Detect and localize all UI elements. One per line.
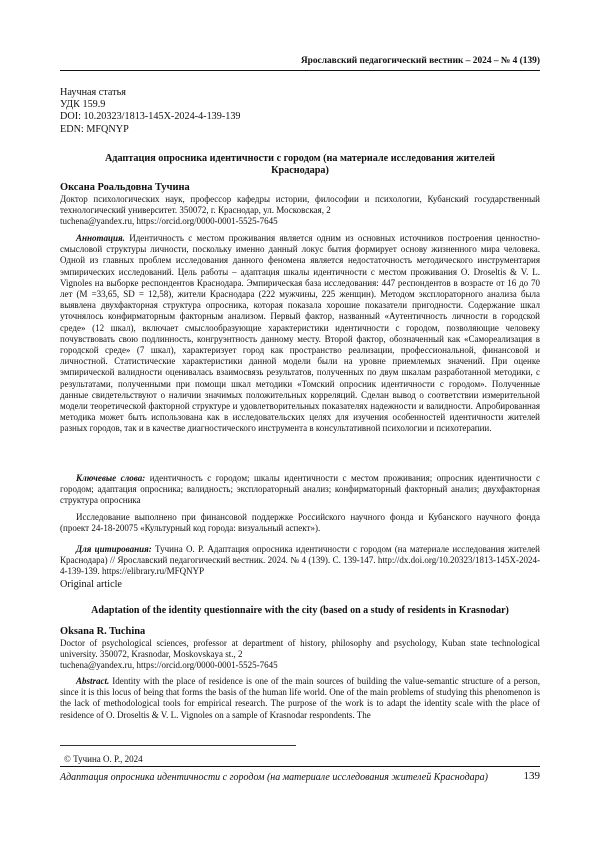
udk: УДК 159.9 — [60, 99, 106, 111]
keywords-text-ru: идентичность с городом; шкалы идентичности с местом проживания; опросник идентичности с городом; адаптация опросника; валидность; эксплораторный анализ; конфирматорный факторный анализ; двухфакторная структура опросника — [60, 473, 540, 506]
author-name-en: Oksana R. Tuchina — [60, 626, 146, 637]
abstract-en — [60, 676, 540, 721]
citation-text: Тучина О. Р. Адаптация опросника идентичности с городом (на материале исследования жителей Краснодара) // Ярославский педагогический вестник. 2024. № 4 (139). С. 139-147. http://dx.doi.org/10.20323/1813-145X-2024-4-139-139. https://elibrary.ru/MFQNYP — [60, 544, 540, 577]
abstract-ru — [60, 233, 540, 435]
author-affiliation-en: Doctor of psychological sciences, professor at department of history, philosophy and psychology, Kuban state technological university. 350072, Krasnodar, Moskovskaya st., 2 — [60, 638, 540, 660]
copyright-footnote: © Тучина О. Р., 2024 — [64, 754, 143, 764]
abstract-text-ru: Идентичность с местом проживания является одним из основных источников построения ценностно-смысловой структуры личности, поскольку именно данный локус бытия формирует основу жизненного мира человека. Одной из главных проблем исследования данного феномена является недостаточность методического инструментария эмпирических исследований. Цель работы – адаптация шкалы идентичности с местом проживания O. Droseltis & V. L. Vignoles на выборке респондентов Краснодара. Эмпирическая база исследования: 447 респондентов в возрасте от 16 до 70 лет (M =33,65, SD = 12,58), жители Краснодара (222 мужчины, 225 женщин). Методом эксплораторного анализа была выявлена двухфакторная структура опросника, которая показала хорошие показатели пригодности. Содержание шкал уточнялось конфирматорным факторным анализом. Первый фактор, названный «Аутентичность личности в городской среде» (12 шкал), включает смыслообразующие характеристики идентичности с городом, позволяющие человеку почувствовать свою подлинность, конгруэнтность данному месту. Второй фактор, обозначенный как «Самореализация в городской среде» (7 шкал), характеризует город как пространство реализации, профессиональной, финансовой и личностной. Статистические характеристики данной модели были на уровне приемлемых значений. При оценке эмпирической валидности оценивалась взаимосвязь результатов, полученных по двум шкалам разработанной методики, с результатами, полученными при помощи шкал методики «Томский опросник идентичности с городом». Полученные данные свидетельствуют о наличии значимых положительных корреляций. Сделан вывод о соответствии измерительной модели теоретической факторной структуре и удовлетворительных показателях надежности и валидности. Апробированная методика может быть использована как в исследовательских целях для изучения особенностей идентичности жителей разных городов, так и в качестве диагностического инструмента в консультативной психологии и психотерапии. — [60, 233, 540, 434]
keywords-ru — [60, 473, 540, 507]
doi: DOI: 10.20323/1813-145X-2024-4-139-139 — [60, 111, 241, 123]
author-block-ru — [60, 182, 540, 228]
abstract-label-ru: Аннотация. — [76, 233, 125, 243]
article-title-ru: Адаптация опросника идентичности с городом (на материале исследования жителей Краснодара) — [104, 153, 496, 177]
funding-note — [60, 512, 540, 534]
author-block-en — [60, 626, 540, 672]
article-type: Научная статья — [60, 87, 126, 98]
author-name-ru: Оксана Роальдовна Тучина — [60, 182, 190, 193]
author-contacts-ru: tuchena@yandex.ru, https://orcid.org/0000-0001-5525-7645 — [60, 216, 278, 227]
header-rule — [60, 70, 540, 71]
citation-label: Для цитирования: — [76, 544, 152, 554]
article-title-en: Adaptation of the identity questionnaire with the city (based on a study of residents in Krasnodar) — [91, 605, 509, 616]
journal-name: Ярославский педагогический вестник — [300, 56, 464, 66]
footer-rule — [60, 766, 540, 767]
original-article-label: Original article — [60, 579, 122, 590]
footnote-rule — [60, 745, 296, 746]
author-affiliation-ru: Доктор психологических наук, профессор кафедры истории, философии и психологии, Кубанский государственный технологический университет. 350072, г. Краснодар, ул. Московская, 2 — [60, 194, 540, 216]
edn: EDN: MFQNYP — [60, 123, 129, 135]
running-footer-title: Адаптация опросника идентичности с городом (на материале исследования жителей Краснодара) — [60, 772, 489, 783]
journal-issue: – 2024 – № 4 (139) — [463, 56, 540, 66]
abstract-label-en: Abstract. — [76, 676, 110, 686]
article-meta — [60, 87, 241, 136]
author-contacts-en: tuchena@yandex.ru, https://orcid.org/0000-0001-5525-7645 — [60, 660, 278, 671]
page-number: 139 — [523, 770, 540, 782]
abstract-text-en: Identity with the place of residence is one of the main sources of building the value-semantic structure of a person, since it is this locus of being that forms the basis of the human life world. One of the main problems of studying this phenomenon is the lack of methodological tools for empirical research. The purpose of the work is to adapt the identity scale with the place of residence of O. Droseltis & V. L. Vignoles on a sample of Krasnodar respondents. The — [60, 676, 540, 720]
funding-text: Исследование выполнено при финансовой поддержке Российского научного фонда и Кубанского научного фонда (проект 24-18-20075 «Культурный код города: визуальный аспект»). — [60, 512, 540, 534]
citation-block — [60, 544, 540, 578]
running-header — [60, 56, 540, 66]
keywords-label-ru: Ключевые слова: — [76, 473, 146, 483]
